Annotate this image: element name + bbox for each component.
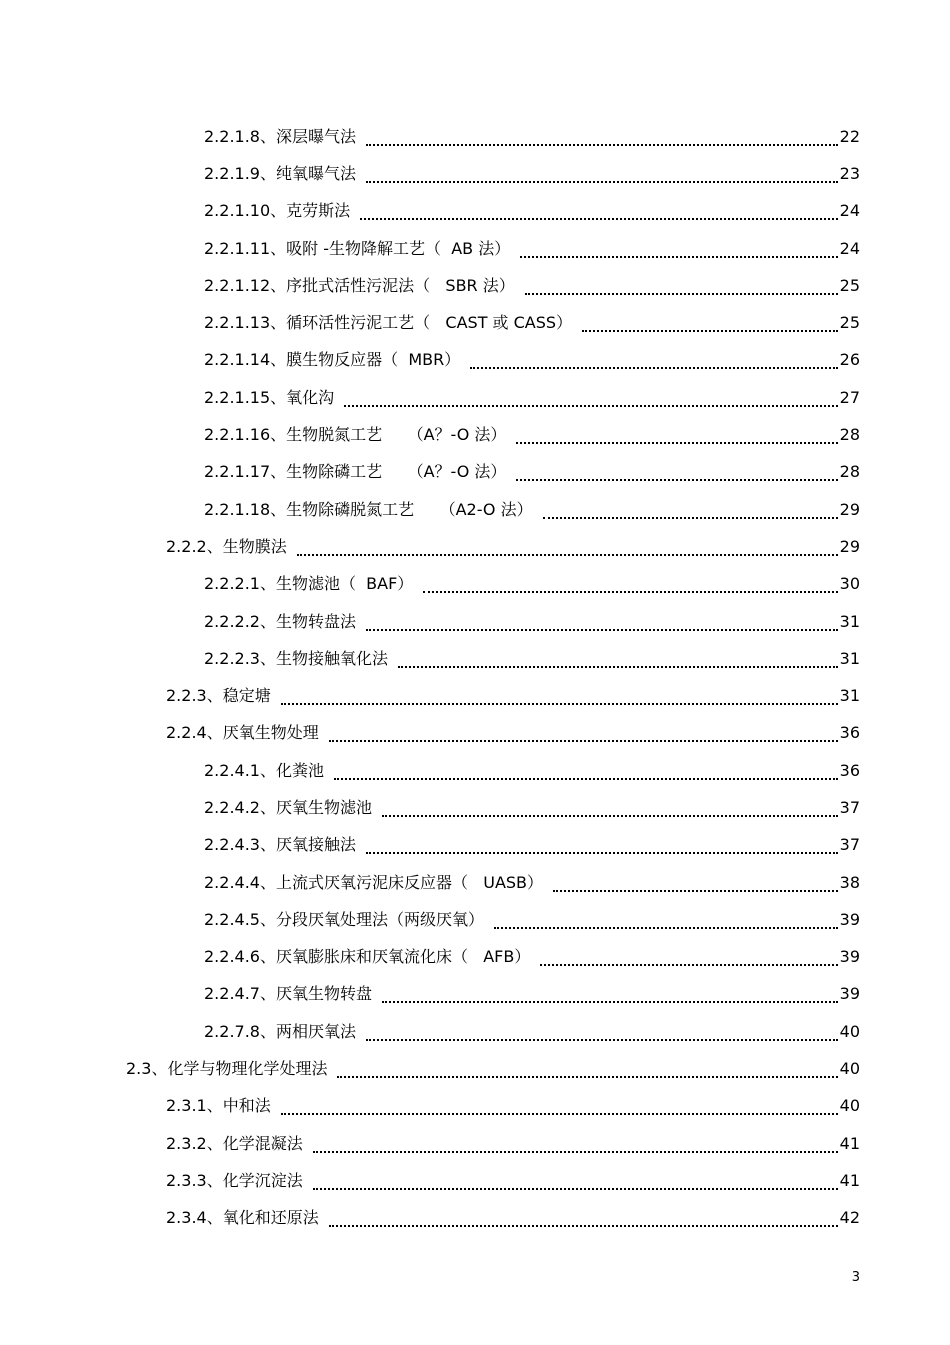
toc-entry[interactable] <box>0 640 950 677</box>
toc-entry-title: 2.2.2.1、生物滤池（ BAF） <box>204 574 414 594</box>
toc-dot-leader <box>423 571 837 593</box>
toc-entry[interactable] <box>0 715 950 752</box>
toc-entry-page: 40 <box>839 1059 860 1079</box>
toc-dot-leader <box>366 609 838 631</box>
toc-entry[interactable] <box>0 1050 950 1087</box>
toc-entry-title: 2.2.1.9、纯氧曝气法 <box>204 163 356 183</box>
toc-entry-page: 40 <box>839 1021 860 1041</box>
toc-entry[interactable] <box>0 677 950 714</box>
toc-entry[interactable] <box>0 1088 950 1125</box>
toc-entry[interactable] <box>0 603 950 640</box>
toc-entry-title: 2.2.4.2、厌氧生物滤池 <box>204 797 372 817</box>
toc-dot-leader <box>540 944 837 966</box>
toc-entry-title: 2.2.2、生物膜法 <box>166 536 287 556</box>
toc-entry[interactable] <box>0 827 950 864</box>
toc-entry-title: 2.2.1.13、循环活性污泥工艺（ CAST 或 CASS） <box>204 313 573 333</box>
toc-dot-leader <box>329 1205 838 1227</box>
toc-entry-page: 27 <box>839 387 860 407</box>
toc-entry[interactable] <box>0 1200 950 1237</box>
toc-entry[interactable] <box>0 342 950 379</box>
toc-dot-leader <box>360 198 837 220</box>
toc-entry-page: 41 <box>839 1133 860 1153</box>
toc-entry[interactable] <box>0 230 950 267</box>
toc-entry[interactable] <box>0 901 950 938</box>
toc-entry-title: 2.2.1.18、生物除磷脱氮工艺 （A2-O 法） <box>204 499 533 519</box>
toc-dot-leader <box>582 310 838 332</box>
toc-dot-leader <box>470 347 837 369</box>
toc-entry-page: 41 <box>839 1170 860 1190</box>
toc-entry-title: 2.2.4、厌氧生物处理 <box>166 723 319 743</box>
toc-entry-page: 24 <box>839 201 860 221</box>
toc-entry-page: 39 <box>839 947 860 967</box>
toc-entry-page: 36 <box>839 760 860 780</box>
toc-entry-page: 31 <box>839 648 860 668</box>
toc-entry-page: 23 <box>839 163 860 183</box>
toc-dot-leader <box>553 870 838 892</box>
toc-dot-leader <box>366 1019 838 1041</box>
toc-dot-leader <box>543 497 838 519</box>
toc-entry-page: 37 <box>839 797 860 817</box>
toc-entry-page: 40 <box>839 1096 860 1116</box>
toc-entry[interactable] <box>0 416 950 453</box>
toc-entry-page: 39 <box>839 984 860 1004</box>
toc-entry-title: 2.2.4.6、厌氧膨胀床和厌氧流化床（ AFB） <box>204 947 531 967</box>
toc-entry-title: 2.3、化学与物理化学处理法 <box>126 1059 328 1079</box>
toc-entry-title: 2.2.1.16、生物脱氮工艺 （A？-O 法） <box>204 425 507 445</box>
toc-entry-page: 28 <box>839 462 860 482</box>
toc-dot-leader <box>366 832 838 854</box>
toc-entry-title: 2.2.1.8、深层曝气法 <box>204 126 356 146</box>
toc-entry[interactable] <box>0 939 950 976</box>
toc-dot-leader <box>398 646 838 668</box>
table-of-contents <box>0 118 950 1237</box>
toc-entry[interactable] <box>0 1162 950 1199</box>
toc-dot-leader <box>366 161 838 183</box>
toc-entry-page: 29 <box>839 536 860 556</box>
toc-entry-title: 2.2.1.10、克劳斯法 <box>204 201 351 221</box>
toc-entry-page: 29 <box>839 499 860 519</box>
toc-entry-page: 31 <box>839 611 860 631</box>
toc-entry-page: 26 <box>839 350 860 370</box>
toc-dot-leader <box>382 981 838 1003</box>
toc-entry-title: 2.2.2.2、生物转盘法 <box>204 611 356 631</box>
toc-entry-page: 36 <box>839 723 860 743</box>
toc-entry-title: 2.2.2.3、生物接触氧化法 <box>204 648 388 668</box>
toc-entry-title: 2.3.4、氧化和还原法 <box>166 1208 319 1228</box>
toc-entry-page: 22 <box>839 126 860 146</box>
toc-entry[interactable] <box>0 864 950 901</box>
toc-entry-title: 2.2.4.3、厌氧接触法 <box>204 835 356 855</box>
toc-entry-title: 2.3.3、化学沉淀法 <box>166 1170 303 1190</box>
toc-entry-title: 2.3.2、化学混凝法 <box>166 1133 303 1153</box>
toc-entry-title: 2.2.7.8、两相厌氧法 <box>204 1021 356 1041</box>
toc-entry[interactable] <box>0 193 950 230</box>
toc-entry-page: 38 <box>839 872 860 892</box>
toc-entry[interactable] <box>0 976 950 1013</box>
toc-entry[interactable] <box>0 155 950 192</box>
toc-dot-leader <box>516 422 837 444</box>
toc-entry-page: 25 <box>839 313 860 333</box>
toc-entry-title: 2.3.1、中和法 <box>166 1096 271 1116</box>
toc-dot-leader <box>494 907 838 929</box>
toc-entry-title: 2.2.1.17、生物除磷工艺 （A？-O 法） <box>204 462 507 482</box>
toc-dot-leader <box>382 795 838 817</box>
toc-entry[interactable] <box>0 752 950 789</box>
toc-dot-leader <box>281 683 838 705</box>
toc-dot-leader <box>366 124 838 146</box>
toc-dot-leader <box>313 1131 838 1153</box>
toc-entry[interactable] <box>0 566 950 603</box>
toc-entry-title: 2.2.1.15、氧化沟 <box>204 387 335 407</box>
toc-entry[interactable] <box>0 491 950 528</box>
toc-dot-leader <box>329 720 838 742</box>
toc-entry[interactable] <box>0 528 950 565</box>
toc-entry-title: 2.2.1.12、序批式活性污泥法（ SBR 法） <box>204 275 515 295</box>
toc-dot-leader <box>334 758 838 780</box>
toc-entry[interactable] <box>0 454 950 491</box>
toc-entry-page: 39 <box>839 909 860 929</box>
toc-entry-page: 42 <box>839 1208 860 1228</box>
toc-entry[interactable] <box>0 1125 950 1162</box>
toc-dot-leader <box>516 459 837 481</box>
toc-entry-title: 2.2.1.11、吸附 -生物降解工艺（ AB 法） <box>204 238 511 258</box>
toc-entry-title: 2.2.4.5、分段厌氧处理法（两级厌氧） <box>204 909 484 929</box>
toc-entry-title: 2.2.4.4、上流式厌氧污泥床反应器（ UASB） <box>204 872 544 892</box>
toc-entry[interactable] <box>0 304 950 341</box>
toc-entry-title: 2.2.1.14、膜生物反应器（ MBR） <box>204 350 461 370</box>
toc-entry[interactable] <box>0 789 950 826</box>
toc-entry-page: 30 <box>839 574 860 594</box>
toc-dot-leader <box>525 273 838 295</box>
toc-entry-page: 25 <box>839 275 860 295</box>
toc-entry-page: 37 <box>839 835 860 855</box>
toc-entry-title: 2.2.4.1、化粪池 <box>204 760 324 780</box>
toc-dot-leader <box>344 385 837 407</box>
toc-dot-leader <box>313 1168 838 1190</box>
toc-entry[interactable] <box>0 118 950 155</box>
toc-entry[interactable] <box>0 1013 950 1050</box>
toc-entry-title: 2.2.3、稳定塘 <box>166 686 271 706</box>
toc-dot-leader <box>281 1093 838 1115</box>
toc-entry-page: 31 <box>839 686 860 706</box>
toc-dot-leader <box>297 534 838 556</box>
toc-entry-page: 24 <box>839 238 860 258</box>
toc-entry-title: 2.2.4.7、厌氧生物转盘 <box>204 984 372 1004</box>
toc-dot-leader <box>520 236 837 258</box>
toc-dot-leader <box>337 1056 837 1078</box>
page-number: 3 <box>851 1270 860 1285</box>
toc-entry[interactable] <box>0 267 950 304</box>
toc-entry[interactable] <box>0 379 950 416</box>
toc-entry-page: 28 <box>839 425 860 445</box>
